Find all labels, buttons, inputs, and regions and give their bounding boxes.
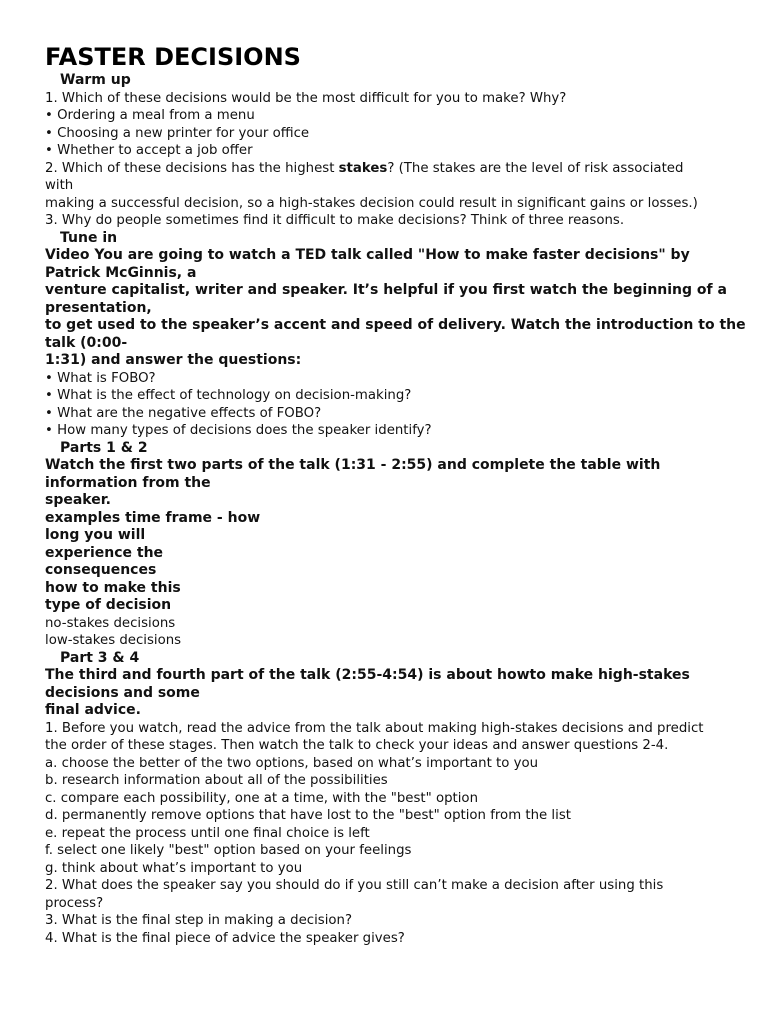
stage-option-f: f. select one likely "best" option based on your feelings (45, 843, 412, 858)
tunein-line: venture capitalist, writer and speaker. It’s helpful if you first watch the beginning of a (45, 282, 727, 298)
parts34-question-4: 4. What is the final piece of advice the speaker gives? (45, 930, 405, 946)
table-header-line: experience the (45, 544, 164, 561)
warmup-question-1: 1. Which of these decisions would be the most difficult for you to make? Why? (45, 90, 567, 106)
parts34-question-2: 2. What does the speaker say you should do if you still can’t make a decision after using this (45, 878, 664, 893)
warmup-question-2-line: with (45, 178, 74, 193)
q2-keyword: stakes (338, 160, 388, 176)
tunein-bullet: • What is the effect of technology on decision-making? (45, 387, 728, 405)
stage-option-c: c. compare each possibility, one at a time, with the "best" option (45, 790, 478, 806)
parts34-line: The third and fourth part of the talk (2:55-4:54) is about howto make high-stakes (45, 667, 690, 683)
parts12-line: information from the (45, 474, 211, 491)
stage-option-e: e. repeat the process until one final choice is left (45, 825, 370, 841)
tunein-line: Patrick McGinnis, a (45, 264, 197, 281)
warmup-question-2 (45, 160, 728, 178)
stage-option-d: d. permanently remove options that have lost to the "best" option from the list (45, 808, 571, 823)
table-header-line: consequences (45, 562, 157, 578)
stage-option-b: b. research information about all of the possibilities (45, 773, 388, 788)
parts12-line: Watch the first two parts of the talk (1:31 - 2:55) and complete the table with (45, 457, 661, 473)
warmup-bullet: • Ordering a meal from a menu (45, 107, 728, 125)
section-heading-parts-1-2: Parts 1 & 2 (60, 439, 148, 456)
parts34-line: final advice. (45, 702, 141, 718)
stage-option-g: g. think about what’s important to you (45, 860, 303, 876)
q2-text: 2. Which of these decisions has the highest (45, 160, 339, 176)
table-row-label: low-stakes decisions (45, 633, 182, 648)
table-header-line: type of decision (45, 597, 172, 613)
warmup-question-2-line: making a successful decision, so a high-stakes decision could result in significant gains or losses.) (45, 195, 698, 211)
parts34-body-line: 1. Before you watch, read the advice from the talk about making high-stakes decisions and predict (45, 720, 704, 736)
tunein-bullet: • What are the negative effects of FOBO? (45, 405, 728, 423)
stage-option-a: a. choose the better of the two options, based on what’s important to you (45, 755, 539, 771)
section-heading-tune-in: Tune in (60, 229, 118, 246)
warmup-bullet: • Choosing a new printer for your office (45, 125, 728, 143)
tunein-line: to get used to the speaker’s accent and speed of delivery. Watch the introduction to the (45, 317, 746, 333)
parts12-line: speaker. (45, 492, 111, 508)
tunein-bullet: • How many types of decisions does the speaker identify? (45, 422, 728, 440)
table-header-line: how to make this (45, 579, 181, 596)
table-header-line: long you will (45, 527, 146, 543)
parts34-line: decisions and some (45, 684, 200, 701)
warmup-bullet: • Whether to accept a job offer (45, 142, 728, 160)
table-row-label: no-stakes decisions (45, 615, 176, 631)
warmup-question-3: 3. Why do people sometimes find it difficult to make decisions? Think of three reasons. (45, 213, 625, 228)
q2-text-end: ? (The stakes are the level of risk associated (387, 160, 684, 176)
parts34-question-3: 3. What is the final step in making a decision? (45, 913, 353, 928)
section-heading-part-3-4: Part 3 & 4 (60, 649, 140, 666)
tunein-line: presentation, (45, 299, 152, 316)
parts34-body-line: the order of these stages. Then watch the talk to check your ideas and answer questions 2-4. (45, 738, 669, 753)
tunein-bullet: • What is FOBO? (45, 370, 728, 388)
tunein-line: 1:31) and answer the questions: (45, 352, 302, 368)
document-title: FASTER DECISIONS (45, 43, 301, 71)
tunein-line: Video You are going to watch a TED talk called "How to make faster decisions" by (45, 247, 690, 263)
section-heading-warm-up: Warm up (60, 72, 131, 88)
table-header-line: examples time frame - how (45, 509, 261, 526)
parts34-question-2-line: process? (45, 895, 104, 911)
tunein-line: talk (0:00- (45, 334, 128, 351)
